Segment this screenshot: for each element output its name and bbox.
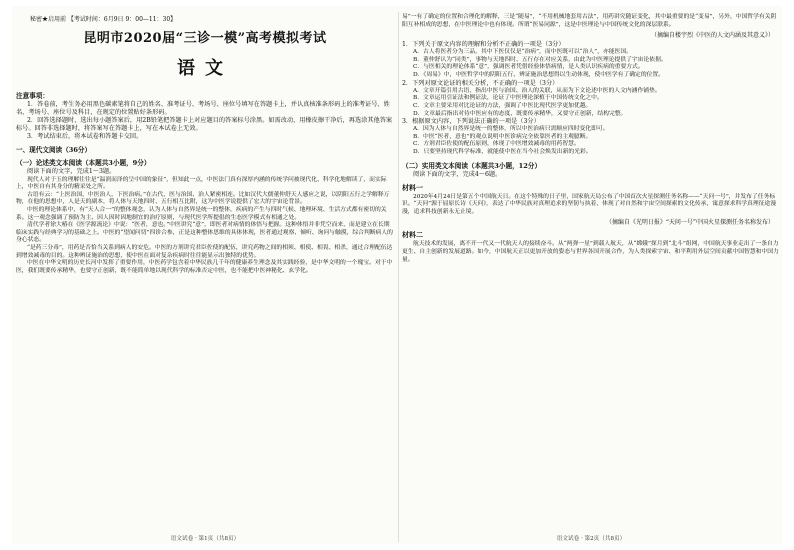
subsection-heading-2: （二）实用类文本阅读（本题共3小题，12分） bbox=[402, 161, 542, 170]
exam-time-line: 秘密★启用前 【考试时间：6月9日 9：00—11：30】 bbox=[30, 16, 177, 23]
option: A．文章开篇引用古语，指出中医与治国、治人的关联，从而为下文论述中医的人文内涵作铺垫。 bbox=[413, 87, 661, 94]
passage-paragraph: 古语有云：“上医治国，中医治人，下医治病。”在古代，医与治国、治人紧密相连。比如汉代大儒董仲舒天人感应之说，以阴阳五行之学解释万物，在他的思想中，人是天的副本，将人体与天地四时、五行相互比附，这为中医学说提供了宏大的宇宙论背景。 bbox=[16, 191, 390, 206]
page-1 bbox=[16, 6, 394, 544]
option: D．只要坚持现代科学标准，就能使中医在当今社会焕发出新的光彩。 bbox=[413, 149, 592, 155]
passage-paragraph: 现代人对于玉的理解往往是“温润而泽的呈中国的象征”，但知此一点，中医法门真有深厚内涵的传统学问被现代化、科学化地解读了，而实际上，中医自有其身分的精采处之所。 bbox=[16, 176, 387, 191]
notice-1: 1．答卷前，考生务必用黑色碳素笔将自己的姓名、准考证号、考场号、座位号填写在答题卡上，并认真核准条形码上的准考证号、姓名、考场号、座位号及科目，在规定的位置贴好条形码。 bbox=[16, 101, 390, 117]
column-divider bbox=[398, 12, 399, 542]
option: C．与医相关的理论体系“意”，强调医者凭借经验体悟病情，是人类认识疾病的重要方式。 bbox=[413, 64, 644, 71]
option: D．文章最后指出对待中医应有的态度，既要传承精华，又要守正创新，结构完整。 bbox=[413, 110, 627, 117]
passage-paragraph: 中医在中华文明的历史长河中发挥了重要作用，中医药学包含着中华民族几千年的健康养生理念及其实践经验，是中华文明的一个瑰宝。对于中医，我们既要传承精华，也要守正创新，既不能简单地以现代科学的标准否定中医，也不能把中医神秘化、玄学化。 bbox=[16, 260, 393, 274]
question-3: 3．根据原文内容，下列说法正确的一项是（3分） bbox=[402, 118, 540, 126]
page-footer-2: 语文试卷 · 第2页（共8页） bbox=[556, 536, 626, 542]
material-1-source: （摘编自《光明日报》“天问一号”中国火星探测任务名称发布） bbox=[605, 219, 774, 227]
page-2 bbox=[402, 6, 780, 544]
passage-paragraph: 中医的理论体系中，有“天人合一”的整体观念，认为人体与自然界是统一的整体，疾病的产生与四时气候、地理环境、生活方式都有密切的关系。这一观念强调了预防为主、因人因时因地制宜的治疗原则，与现代医学所提倡的生态医学模式有相通之处。 bbox=[16, 206, 387, 221]
option: B．董仲舒认为“同类”，事物与天地四时、五行存在对应关系，由此为中医理论提供了宇宙论依据。 bbox=[413, 56, 667, 63]
notice-2: 2．回答选择题时，选出每小题答案后，用2B铅笔把答题卡上对应题目的答案标号涂黑。如需改动，用橡皮擦干净后，再选涂其他答案标号。回答非选择题时，将答案写在答题卡上，写在本试卷上无效。 bbox=[16, 117, 393, 133]
material-2-heading: 材料二 bbox=[402, 230, 423, 240]
option: C．方剂君臣佐使的配伍原则，体现了中医增效减毒的用药智慧。 bbox=[413, 141, 580, 148]
material-1-heading: 材料一 bbox=[402, 182, 423, 192]
exam-sheet bbox=[12, 6, 782, 544]
question-1: 1．下列关于原文内容的理解和分析不正确的一项是（3分） bbox=[402, 41, 565, 49]
option: A．因为人体与自然界是统一的整体，所以中医治病只需顺应四时变化即可。 bbox=[413, 126, 609, 133]
passage-paragraph: 清代学者徐大椿在《医学源流论》中说：“医者，意也。”中医讲究“意”，即医者对病情的体悟与把握。这种体悟并非凭空而来，而是建立在长期临床实践与经典学习的基础之上。中医的“望闻问切”四诊合参，正是这种整体思维的具体体现，医者通过观察、倾听、询问与触摸，综合判断病人的身心状态。 bbox=[16, 222, 393, 244]
option: C．文章主要采用对比论证的方法，强调了中医比现代医学更加优越。 bbox=[413, 102, 592, 109]
passage-continuation: 易”一有了确定的位置和合理化的解释，三是“随易”，“不用机械地套用古法”，用药讲究随证变化，其中最重要的是“变易”，另外，中国哲学有关阴阳互补相成的思想，在中医理论中也有体现。所谓“医易同源”，这是中医理论与中国传统文化的深层联系。 bbox=[402, 14, 777, 28]
section-heading: 一、现代文阅读（36分） bbox=[16, 146, 92, 155]
exam-title: 昆明市2020届“三诊一模”高考模拟考试 bbox=[83, 31, 327, 46]
notice-3: 3．考试结束后，将本试卷和答题卡交回。 bbox=[27, 133, 143, 141]
passage-source: （摘编自楼宇烈《中医的人文内涵及其意义》） bbox=[650, 32, 774, 40]
reading-instruction-2: 阅读下面的文字，完成4～6题。 bbox=[413, 170, 502, 178]
option: B．文章运用引证法和例证法，论证了中医理论深植于中国传统文化之中。 bbox=[413, 95, 603, 102]
material-1-text: 2020年4月24日是第五个中国航天日。在这个特殊的日子里，国家航天局公布了中国首次火星探测任务名称——“天问一号”，并发布了任务标识。“天问”源于屈原长诗《天问》，表达了中华民族对真理追求的坚韧与执着，体现了对自然和宇宙空间探索的文化传承，寓意探求科学真理征途漫漫，追求科技创新永无止境。 bbox=[402, 193, 777, 215]
subject-title: 语文 bbox=[177, 58, 233, 79]
option: D．《周易》中，中医哲学中的阴阳五行、辨证施治思想得以生动体现，使中医学有了确定的位置。 bbox=[413, 72, 665, 79]
subsection-heading: （一）论述类文本阅读（本题共3小题，9分） bbox=[16, 159, 151, 168]
option: B．中医“医者，意也”的观点说明中医诊病完全依靠医者的主观臆断。 bbox=[413, 133, 592, 140]
material-2-text: 航天技术的发展，离不开一代又一代航天人的接续奋斗。从“两弹一星”到载人航天，从“嫦娥”探月到“北斗”组网，中国航天事业走出了一条自力更生、自主创新的发展道路。如今，中国航天正以更加开放的姿态与世界各国开展合作，为人类探索宇宙、和平利用外层空间贡献中国智慧和中国力量。 bbox=[402, 241, 779, 263]
reading-instruction: 阅读下面的文字，完成1～3题。 bbox=[27, 168, 116, 176]
notice-heading: 注意事项： bbox=[16, 92, 49, 100]
page-footer: 语文试卷 · 第1页（共8页） bbox=[170, 536, 240, 542]
passage-paragraph: “是药三分毒”，用药是否恰当关系到病人的安危。中医的方剂讲究君臣佐使的配伍，讲究药物之间的相须、相使、相畏、相杀，通过合理配伍达到增效减毒的目的。这种辨证施治的思想，使中医在面对复杂疾病时往往能显示出独特的优势。 bbox=[16, 244, 393, 259]
option: A．古人将医者分为三品，其中下医仅仅是“治病”，而中医既可以“治人”，亦能医国。 bbox=[413, 49, 632, 56]
question-2: 2．下列对原文论证的相关分析，不正确的一项是（3分） bbox=[402, 79, 559, 87]
